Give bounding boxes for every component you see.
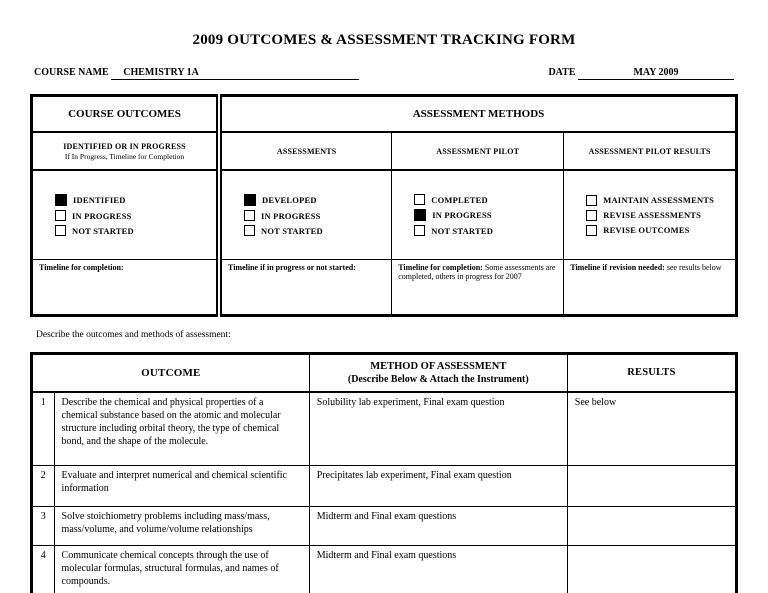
outcomes-table-header-row — [32, 354, 737, 393]
checkbox-item — [244, 210, 387, 221]
outcomes-table — [30, 352, 738, 593]
checkbox-not-started[interactable] — [55, 225, 66, 236]
checkbox-label: IDENTIFIED — [73, 195, 126, 205]
timeline-note: Some assessments are completed, others in progress for 2007 — [398, 263, 556, 281]
results-column-header — [567, 354, 736, 393]
col-header-subtitle: If In Progress, Timeline for Completion — [64, 151, 185, 161]
date-group — [548, 67, 734, 80]
table-row — [32, 507, 737, 546]
col-header-title: ASSESSMENT PILOT — [436, 146, 520, 156]
course-name-group — [34, 67, 359, 80]
timeline-label: Timeline for completion: — [398, 263, 483, 272]
outcome-cell: Communicate chemical concepts through the use of molecular formulas, structural formulas, and names of compounds. — [54, 546, 309, 593]
checkbox-label: DEVELOPED — [262, 195, 317, 205]
results-cell — [567, 507, 736, 546]
checkbox-item — [414, 209, 559, 221]
status-table-checkbox-row — [32, 170, 737, 260]
checkbox-item — [586, 195, 731, 206]
checkbox-item — [414, 225, 559, 236]
checkbox-item — [586, 225, 731, 236]
col-header-title: ASSESSMENTS — [276, 146, 337, 156]
checkbox-group-assessment-pilot-results — [564, 170, 737, 260]
method-cell: Solubility lab experiment, Final exam question — [309, 392, 567, 466]
timeline-cell-assessments — [219, 260, 392, 316]
date-label: DATE — [548, 67, 576, 78]
status-table-timeline-row — [32, 260, 737, 316]
checkbox-group-assessments — [219, 170, 392, 260]
checkbox-revise-outcomes[interactable] — [586, 225, 597, 236]
method-cell: Midterm and Final exam questions — [309, 546, 567, 593]
checkbox-not-started[interactable] — [244, 225, 255, 236]
method-cell: Midterm and Final exam questions — [309, 507, 567, 546]
row-number: 2 — [32, 466, 55, 507]
checkbox-item — [244, 194, 387, 206]
method-column-header — [309, 354, 567, 393]
method-cell: Precipitates lab experiment, Final exam question — [309, 466, 567, 507]
timeline-label: Timeline if revision needed: — [570, 263, 665, 272]
checkbox-label: COMPLETED — [431, 194, 488, 205]
checkbox-not-started[interactable] — [414, 225, 425, 236]
timeline-label: Timeline if in progress or not started: — [228, 263, 356, 272]
timeline-cell-assessment-pilot-results — [564, 260, 737, 316]
checkbox-item — [55, 225, 212, 236]
timeline-note: see results below — [666, 263, 722, 272]
checkbox-label: NOT STARTED — [72, 225, 134, 236]
timeline-cell-course-outcomes — [32, 260, 220, 316]
course-outcomes-header: COURSE OUTCOMES — [32, 96, 220, 133]
method-header-line1: METHOD OF ASSESSMENT — [370, 360, 507, 372]
row-number: 1 — [32, 392, 55, 466]
timeline-cell-assessment-pilot — [392, 260, 564, 316]
checkbox-completed[interactable] — [414, 194, 425, 205]
checkbox-revise-assessments[interactable] — [586, 210, 597, 221]
table-row — [32, 546, 737, 593]
outcome-header-label: OUTCOME — [141, 366, 201, 379]
course-name-label: COURSE NAME — [34, 67, 109, 78]
checkbox-item — [586, 210, 731, 221]
describe-instruction: Describe the outcomes and methods of assessment: — [36, 330, 231, 340]
course-date-row — [34, 67, 734, 80]
col-header-title: ASSESSMENT PILOT RESULTS — [588, 146, 711, 156]
checkbox-developed[interactable] — [244, 194, 256, 206]
checkbox-label: REVISE ASSESSMENTS — [603, 210, 702, 220]
checkbox-maintain-assessments[interactable] — [586, 195, 597, 206]
checkbox-in-progress[interactable] — [414, 209, 426, 221]
results-cell — [567, 546, 736, 593]
status-table-title-row — [32, 96, 737, 133]
course-name-value: CHEMISTRY 1A — [111, 67, 359, 80]
checkbox-label: IN PROGRESS — [261, 210, 321, 221]
checkbox-group-assessment-pilot — [392, 170, 564, 260]
timeline-label: Timeline for completion: — [39, 263, 124, 272]
method-header-line2: (Describe Below & Attach the Instrument) — [347, 374, 529, 386]
results-header-label: RESULTS — [627, 367, 676, 379]
assessment-methods-header: ASSESSMENT METHODS — [219, 96, 736, 133]
checkbox-label: NOT STARTED — [431, 225, 494, 236]
checkbox-label: NOT STARTED — [261, 225, 323, 236]
row-number: 4 — [32, 546, 55, 593]
checkbox-in-progress[interactable] — [55, 210, 66, 221]
checkbox-item — [244, 225, 387, 236]
col-header-identified-or-in-progress — [32, 132, 220, 170]
table-row — [32, 466, 737, 507]
checkbox-label: IN PROGRESS — [432, 210, 492, 220]
outcome-cell: Evaluate and interpret numerical and chemical scientific information — [54, 466, 309, 507]
page-title: 2009 OUTCOMES & ASSESSMENT TRACKING FORM — [192, 32, 576, 48]
checkbox-identified[interactable] — [55, 194, 67, 206]
col-header-title: IDENTIFIED OR IN PROGRESS — [63, 141, 186, 151]
checkbox-item — [55, 194, 212, 206]
checkbox-label: REVISE OUTCOMES — [603, 225, 690, 235]
status-table — [30, 94, 738, 317]
results-cell — [567, 466, 736, 507]
checkbox-label: IN PROGRESS — [72, 210, 132, 221]
checkbox-item — [55, 210, 212, 221]
row-number: 3 — [32, 507, 55, 546]
results-cell: See below — [567, 392, 736, 466]
outcome-cell: Describe the chemical and physical properties of a chemical substance based on the atomic and molecular structure including orbital theory, the type of chemical bond, and the shape of the molecule. — [54, 392, 309, 466]
checkbox-in-progress[interactable] — [244, 210, 255, 221]
col-header-assessments — [219, 132, 392, 170]
checkbox-group-course-outcomes — [32, 170, 220, 260]
checkbox-label: MAINTAIN ASSESSMENTS — [603, 195, 715, 205]
outcome-column-header — [32, 354, 310, 393]
date-value: MAY 2009 — [578, 67, 734, 80]
status-table-column-header-row — [32, 132, 737, 170]
checkbox-item — [414, 194, 559, 205]
col-header-assessment-pilot — [392, 132, 564, 170]
outcome-cell: Solve stoichiometry problems including mass/mass, mass/volume, and volume/volume relationships — [54, 507, 309, 546]
col-header-assessment-pilot-results — [564, 132, 737, 170]
table-row — [32, 392, 737, 466]
